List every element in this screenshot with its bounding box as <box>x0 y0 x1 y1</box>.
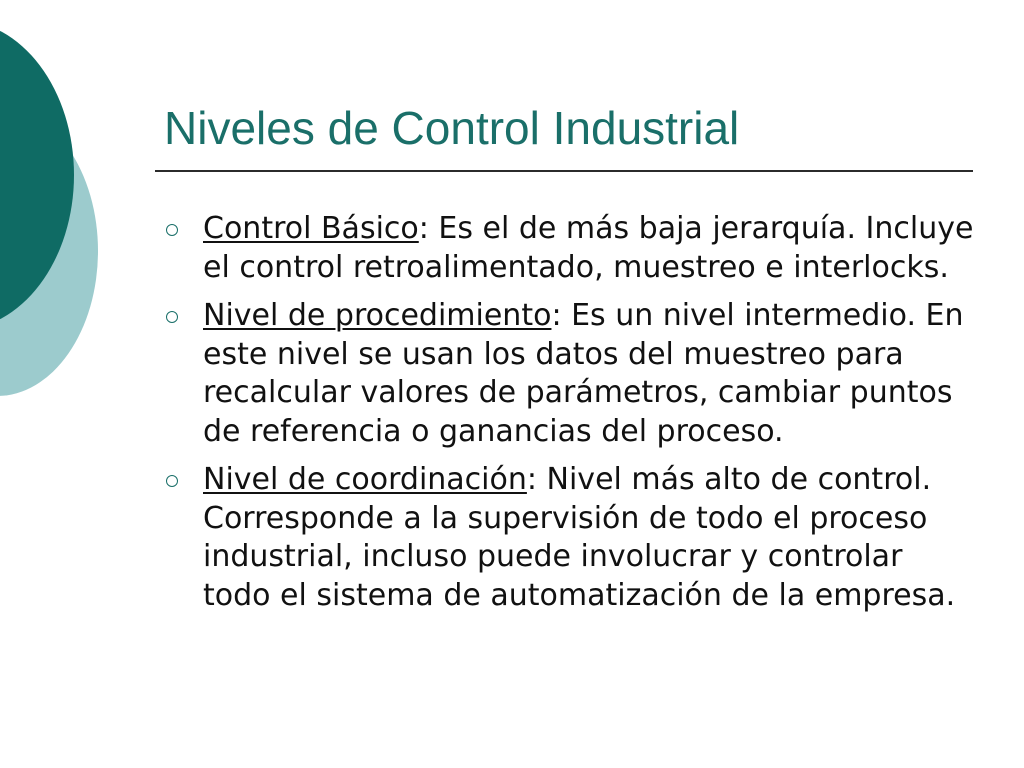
hollow-circle-icon <box>166 224 178 236</box>
slide-title: Niveles de Control Industrial <box>164 102 740 154</box>
bullet-item-nivel-coordinacion <box>164 461 974 615</box>
bullet-term: Control Básico <box>203 211 419 246</box>
hollow-circle-icon <box>166 311 178 323</box>
bullet-text: : Es el de más baja jerarquía. Incluye el control retroalimentado, muestreo e interlocks. <box>203 211 974 285</box>
title-divider <box>155 170 973 172</box>
bullet-item-nivel-procedimiento <box>164 297 974 451</box>
bullet-list <box>164 210 974 615</box>
bullet-term: Nivel de procedimiento <box>203 298 552 333</box>
bullet-text: : Nivel más alto de control. Corresponde a la supervisión de todo el proceso industrial, incluso puede involucrar y controlar todo el sistema de automatización de la empresa. <box>203 462 956 613</box>
bullet-item-control-basico <box>164 210 974 287</box>
bullet-term: Nivel de coordinación <box>203 462 527 497</box>
bullet-text: : Es un nivel intermedio. En este nivel se usan los datos del muestreo para recalcular valores de parámetros, cambiar puntos de referencia o ganancias del proceso. <box>203 298 964 449</box>
hollow-circle-icon <box>166 475 178 487</box>
